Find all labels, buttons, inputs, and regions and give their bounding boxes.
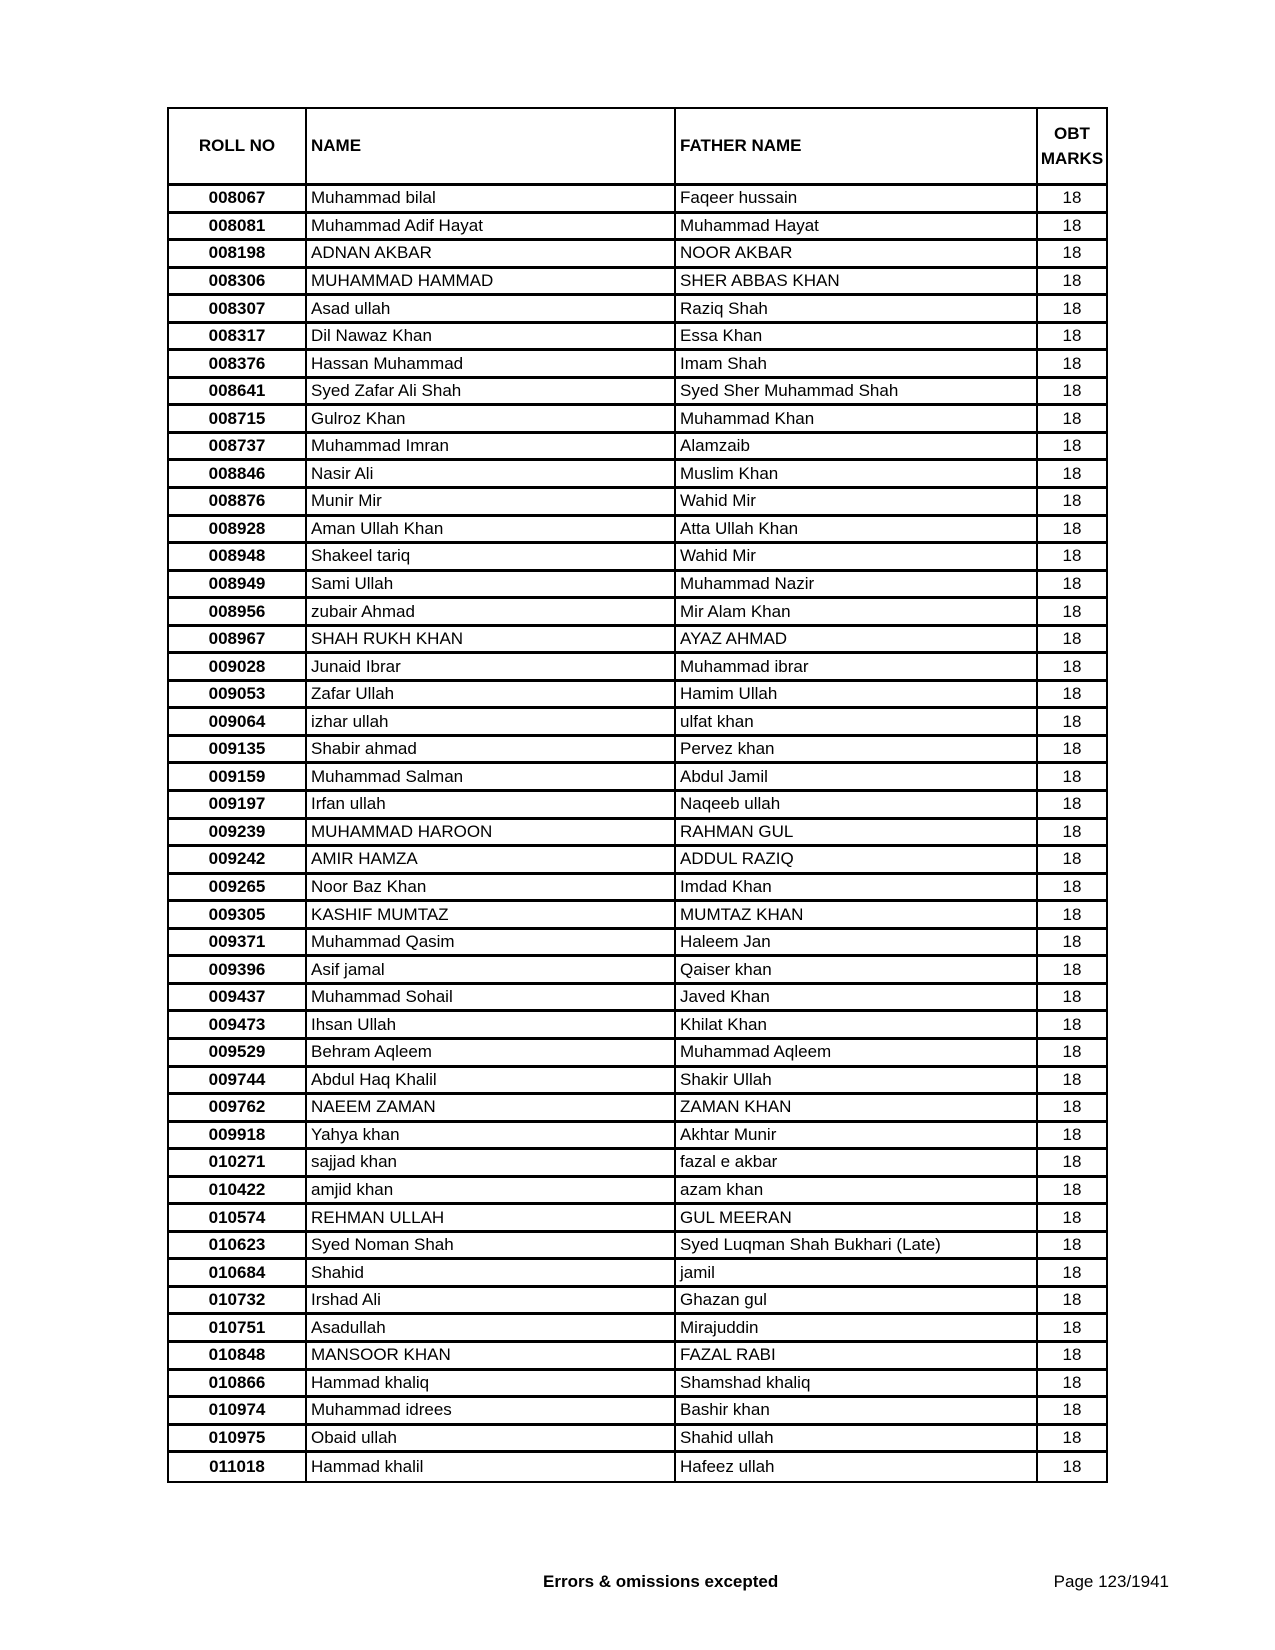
- roll-no-cell: 008956: [208, 601, 266, 621]
- roll-no-cell: 009265: [208, 877, 266, 897]
- table-row: [169, 875, 1106, 903]
- roll-no-cell: 010574: [208, 1207, 266, 1227]
- roll-no-cell: 008306: [208, 270, 266, 290]
- roll-no-cell: 010732: [208, 1290, 266, 1310]
- table-row: [169, 1233, 1106, 1261]
- roll-no-cell: 009159: [208, 766, 266, 786]
- marks-cell: 18: [1036, 930, 1106, 955]
- roll-no-cell: 009135: [208, 739, 266, 759]
- table-row: [169, 1288, 1106, 1316]
- father-name-cell: ulfat khan: [674, 709, 1036, 734]
- father-name-cell: Muhammad Nazir: [674, 572, 1036, 597]
- father-name-cell: Muhammad ibrar: [674, 654, 1036, 679]
- father-name-cell: Muhammad Khan: [674, 406, 1036, 431]
- name-cell: Junaid Ibrar: [305, 654, 674, 679]
- header-name: NAME: [305, 109, 674, 183]
- name-cell: MUHAMMAD HAROON: [305, 820, 674, 845]
- marks-cell: 18: [1036, 902, 1106, 927]
- table-row: [169, 985, 1106, 1013]
- marks-cell: 18: [1036, 875, 1106, 900]
- roll-no-cell: 010974: [208, 1400, 266, 1420]
- father-name-cell: Atta Ullah Khan: [674, 517, 1036, 542]
- marks-cell: 18: [1036, 241, 1106, 266]
- roll-no-cell: 009305: [208, 904, 266, 924]
- marks-cell: 18: [1036, 186, 1106, 211]
- marks-cell: 18: [1036, 269, 1106, 294]
- table-row: [169, 461, 1106, 489]
- table-row: [169, 682, 1106, 710]
- marks-cell: 18: [1036, 985, 1106, 1010]
- table-row: [169, 1371, 1106, 1399]
- table-row: [169, 737, 1106, 765]
- name-cell: AMIR HAMZA: [305, 847, 674, 872]
- marks-cell: 18: [1036, 764, 1106, 789]
- father-name-cell: Haleem Jan: [674, 930, 1036, 955]
- name-cell: Syed Zafar Ali Shah: [305, 379, 674, 404]
- table-row: [169, 930, 1106, 958]
- roll-no-cell: 010751: [208, 1317, 266, 1337]
- roll-no-cell: 008376: [208, 353, 266, 373]
- marks-cell: 18: [1036, 654, 1106, 679]
- table-row: [169, 241, 1106, 269]
- roll-no-cell: 008949: [208, 574, 266, 593]
- father-name-cell: Hamim Ullah: [674, 682, 1036, 707]
- table-row: [169, 544, 1106, 572]
- marks-cell: 18: [1036, 847, 1106, 872]
- father-name-cell: Muhammad Hayat: [674, 214, 1036, 239]
- name-cell: Zafar Ullah: [305, 682, 674, 707]
- name-cell: Ihsan Ullah: [305, 1012, 674, 1037]
- father-name-cell: ADDUL RAZIQ: [674, 847, 1036, 872]
- roll-no-cell: 009064: [208, 711, 266, 731]
- name-cell: Irfan ullah: [305, 792, 674, 817]
- father-name-cell: ZAMAN KHAN: [674, 1095, 1036, 1120]
- table-row: [169, 792, 1106, 820]
- father-name-cell: Muhammad Aqleem: [674, 1040, 1036, 1065]
- roll-no-cell: 010866: [208, 1372, 266, 1392]
- name-cell: Shabir ahmad: [305, 737, 674, 762]
- marks-cell: 18: [1036, 737, 1106, 762]
- name-cell: Nasir Ali: [305, 461, 674, 486]
- father-name-cell: Shahid ullah: [674, 1426, 1036, 1451]
- name-cell: Gulroz Khan: [305, 406, 674, 431]
- marks-cell: 18: [1036, 296, 1106, 321]
- roll-no-cell: 010975: [208, 1427, 266, 1447]
- roll-no-cell: 008081: [208, 215, 266, 235]
- table-row: [169, 269, 1106, 297]
- table-row: [169, 820, 1106, 848]
- name-cell: izhar ullah: [305, 709, 674, 734]
- father-name-cell: fazal e akbar: [674, 1150, 1036, 1175]
- marks-cell: 18: [1036, 1426, 1106, 1451]
- footer-note: Errors & omissions excepted: [543, 1572, 779, 1591]
- table-row: [169, 654, 1106, 682]
- name-cell: Behram Aqleem: [305, 1040, 674, 1065]
- table-row: [169, 1315, 1106, 1343]
- table-row: [169, 517, 1106, 545]
- father-name-cell: Qaiser khan: [674, 957, 1036, 982]
- father-name-cell: Faqeer hussain: [674, 186, 1036, 211]
- father-name-cell: Syed Luqman Shah Bukhari (Late): [674, 1233, 1036, 1258]
- name-cell: sajjad khan: [305, 1150, 674, 1175]
- name-cell: Shakeel tariq: [305, 544, 674, 569]
- marks-cell: 18: [1036, 324, 1106, 349]
- table-row: [169, 489, 1106, 517]
- marks-cell: 18: [1036, 351, 1106, 376]
- father-name-cell: Bashir khan: [674, 1398, 1036, 1423]
- name-cell: Muhammad Adif Hayat: [305, 214, 674, 239]
- name-cell: Noor Baz Khan: [305, 875, 674, 900]
- name-cell: Hammad khaliq: [305, 1371, 674, 1396]
- table-row: [169, 1398, 1106, 1426]
- roll-no-cell: 008876: [208, 491, 266, 511]
- table-row: [169, 627, 1106, 655]
- marks-cell: 18: [1036, 1095, 1106, 1120]
- table-row: [169, 1453, 1106, 1481]
- name-cell: Irshad Ali: [305, 1288, 674, 1313]
- name-cell: MUHAMMAD HAMMAD: [305, 269, 674, 294]
- roll-no-cell: 010684: [208, 1262, 266, 1282]
- name-cell: Muhammad Qasim: [305, 930, 674, 955]
- marks-cell: 18: [1036, 1371, 1106, 1396]
- marks-cell: 18: [1036, 1288, 1106, 1313]
- table-row: [169, 709, 1106, 737]
- roll-no-cell: 009473: [208, 1014, 266, 1034]
- marks-cell: 18: [1036, 1398, 1106, 1423]
- marks-cell: 18: [1036, 792, 1106, 817]
- roll-no-cell: 009053: [208, 684, 266, 704]
- name-cell: Hammad khalil: [305, 1453, 674, 1481]
- marks-cell: 18: [1036, 379, 1106, 404]
- roll-no-cell: 008715: [208, 408, 266, 428]
- roll-no-cell: 009744: [208, 1069, 266, 1089]
- name-cell: Aman Ullah Khan: [305, 517, 674, 542]
- father-name-cell: SHER ABBAS KHAN: [674, 269, 1036, 294]
- father-name-cell: Mirajuddin: [674, 1315, 1036, 1340]
- name-cell: amjid khan: [305, 1178, 674, 1203]
- father-name-cell: azam khan: [674, 1178, 1036, 1203]
- father-name-cell: MUMTAZ KHAN: [674, 902, 1036, 927]
- name-cell: Hassan Muhammad: [305, 351, 674, 376]
- father-name-cell: NOOR AKBAR: [674, 241, 1036, 266]
- father-name-cell: Ghazan gul: [674, 1288, 1036, 1313]
- marks-cell: 18: [1036, 599, 1106, 624]
- marks-cell: 18: [1036, 1068, 1106, 1093]
- roll-no-cell: 010271: [208, 1152, 266, 1172]
- table-row: [169, 214, 1106, 242]
- roll-no-cell: 009396: [208, 959, 266, 979]
- table-header-row: [169, 109, 1106, 186]
- roll-no-cell: 009529: [208, 1042, 266, 1062]
- roll-no-cell: 008198: [208, 243, 266, 263]
- marks-cell: 18: [1036, 682, 1106, 707]
- father-name-cell: Alamzaib: [674, 434, 1036, 459]
- name-cell: Muhammad Sohail: [305, 985, 674, 1010]
- roll-no-cell: 009239: [208, 821, 266, 841]
- table-row: [169, 599, 1106, 627]
- name-cell: Asif jamal: [305, 957, 674, 982]
- marks-cell: 18: [1036, 434, 1106, 459]
- roll-no-cell: 009028: [208, 656, 266, 676]
- father-name-cell: Wahid Mir: [674, 489, 1036, 514]
- roll-no-cell: 008641: [208, 381, 266, 401]
- name-cell: Muhammad bilal: [305, 186, 674, 211]
- name-cell: Asadullah: [305, 1315, 674, 1340]
- father-name-cell: Abdul Jamil: [674, 764, 1036, 789]
- father-name-cell: Essa Khan: [674, 324, 1036, 349]
- footer-page-number: Page 123/1941: [1053, 1572, 1169, 1591]
- roll-no-cell: 009242: [208, 849, 266, 869]
- header-father-name: FATHER NAME: [674, 109, 1036, 183]
- roll-no-cell: 008846: [208, 463, 266, 483]
- roll-no-cell: 009437: [208, 987, 266, 1007]
- marks-cell: 18: [1036, 461, 1106, 486]
- name-cell: Syed Noman Shah: [305, 1233, 674, 1258]
- marks-cell: 18: [1036, 1012, 1106, 1037]
- roll-no-cell: 011018: [209, 1457, 265, 1476]
- table-row: [169, 1150, 1106, 1178]
- marks-cell: 18: [1036, 489, 1106, 514]
- table-row: [169, 434, 1106, 462]
- name-cell: Shahid: [305, 1260, 674, 1285]
- marks-cell: 18: [1036, 517, 1106, 542]
- marks-cell: 18: [1036, 544, 1106, 569]
- marks-cell: 18: [1036, 1315, 1106, 1340]
- father-name-cell: Wahid Mir: [674, 544, 1036, 569]
- name-cell: Asad ullah: [305, 296, 674, 321]
- table-row: [169, 957, 1106, 985]
- name-cell: Munir Mir: [305, 489, 674, 514]
- name-cell: NAEEM ZAMAN: [305, 1095, 674, 1120]
- marks-cell: 18: [1036, 820, 1106, 845]
- name-cell: Yahya khan: [305, 1123, 674, 1148]
- father-name-cell: Akhtar Munir: [674, 1123, 1036, 1148]
- name-cell: REHMAN ULLAH: [305, 1205, 674, 1230]
- marks-cell: 18: [1036, 957, 1106, 982]
- roll-no-cell: 008948: [208, 546, 266, 566]
- marks-cell: 18: [1036, 1150, 1106, 1175]
- header-obt-marks: OBT MARKS: [1036, 109, 1106, 183]
- name-cell: Muhammad idrees: [305, 1398, 674, 1423]
- father-name-cell: Shamshad khaliq: [674, 1371, 1036, 1396]
- marks-cell: 18: [1036, 1040, 1106, 1065]
- marks-cell: 18: [1036, 406, 1106, 431]
- father-name-cell: GUL MEERAN: [674, 1205, 1036, 1230]
- table-row: [169, 1123, 1106, 1151]
- header-roll-no: ROLL NO: [198, 136, 276, 156]
- name-cell: ADNAN AKBAR: [305, 241, 674, 266]
- roll-no-cell: 009918: [208, 1124, 266, 1144]
- father-name-cell: Muslim Khan: [674, 461, 1036, 486]
- marks-cell: 18: [1036, 1453, 1106, 1481]
- roll-no-cell: 008737: [208, 436, 266, 456]
- table-row: [169, 406, 1106, 434]
- results-table: [167, 107, 1108, 1483]
- marks-cell: 18: [1036, 1178, 1106, 1203]
- father-name-cell: Mir Alam Khan: [674, 599, 1036, 624]
- marks-cell: 18: [1036, 572, 1106, 597]
- father-name-cell: Naqeeb ullah: [674, 792, 1036, 817]
- father-name-cell: Shakir Ullah: [674, 1068, 1036, 1093]
- table-row: [169, 1205, 1106, 1233]
- roll-no-cell: 010422: [208, 1180, 266, 1200]
- table-row: [169, 847, 1106, 875]
- father-name-cell: Imam Shah: [674, 351, 1036, 376]
- table-row: [169, 1178, 1106, 1206]
- table-row: [169, 902, 1106, 930]
- father-name-cell: Syed Sher Muhammad Shah: [674, 379, 1036, 404]
- name-cell: Sami Ullah: [305, 572, 674, 597]
- name-cell: Muhammad Imran: [305, 434, 674, 459]
- father-name-cell: Hafeez ullah: [674, 1453, 1036, 1481]
- table-row: [169, 1095, 1106, 1123]
- name-cell: Abdul Haq Khalil: [305, 1068, 674, 1093]
- table-row: [169, 1260, 1106, 1288]
- marks-cell: 18: [1036, 1260, 1106, 1285]
- table-row: [169, 296, 1106, 324]
- table-row: [169, 764, 1106, 792]
- table-row: [169, 351, 1106, 379]
- marks-cell: 18: [1036, 1343, 1106, 1368]
- father-name-cell: Raziq Shah: [674, 296, 1036, 321]
- table-row: [169, 572, 1106, 600]
- father-name-cell: Pervez khan: [674, 737, 1036, 762]
- name-cell: zubair Ahmad: [305, 599, 674, 624]
- name-cell: Dil Nawaz Khan: [305, 324, 674, 349]
- name-cell: KASHIF MUMTAZ: [305, 902, 674, 927]
- father-name-cell: AYAZ AHMAD: [674, 627, 1036, 652]
- roll-no-cell: 009371: [208, 932, 266, 952]
- roll-no-cell: 009197: [208, 794, 266, 814]
- marks-cell: 18: [1036, 214, 1106, 239]
- father-name-cell: FAZAL RABI: [674, 1343, 1036, 1368]
- table-row: [169, 1068, 1106, 1096]
- marks-cell: 18: [1036, 627, 1106, 652]
- roll-no-cell: 008317: [208, 326, 266, 346]
- marks-cell: 18: [1036, 1233, 1106, 1258]
- marks-cell: 18: [1036, 709, 1106, 734]
- roll-no-cell: 008067: [208, 188, 266, 208]
- roll-no-cell: 008928: [208, 518, 266, 538]
- table-body: [169, 186, 1106, 1481]
- roll-no-cell: 010848: [208, 1345, 266, 1365]
- table-row: [169, 324, 1106, 352]
- name-cell: Obaid ullah: [305, 1426, 674, 1451]
- roll-no-cell: 008307: [208, 298, 266, 318]
- roll-no-cell: 009762: [208, 1097, 266, 1117]
- father-name-cell: RAHMAN GUL: [674, 820, 1036, 845]
- table-row: [169, 186, 1106, 214]
- name-cell: SHAH RUKH KHAN: [305, 627, 674, 652]
- table-row: [169, 1040, 1106, 1068]
- roll-no-cell: 008967: [208, 629, 266, 649]
- marks-cell: 18: [1036, 1205, 1106, 1230]
- table-row: [169, 1426, 1106, 1454]
- name-cell: MANSOOR KHAN: [305, 1343, 674, 1368]
- name-cell: Muhammad Salman: [305, 764, 674, 789]
- table-row: [169, 379, 1106, 407]
- table-row: [169, 1012, 1106, 1040]
- father-name-cell: Javed Khan: [674, 985, 1036, 1010]
- roll-no-cell: 010623: [208, 1235, 266, 1255]
- father-name-cell: Imdad Khan: [674, 875, 1036, 900]
- father-name-cell: Khilat Khan: [674, 1012, 1036, 1037]
- marks-cell: 18: [1036, 1123, 1106, 1148]
- father-name-cell: jamil: [674, 1260, 1036, 1285]
- table-row: [169, 1343, 1106, 1371]
